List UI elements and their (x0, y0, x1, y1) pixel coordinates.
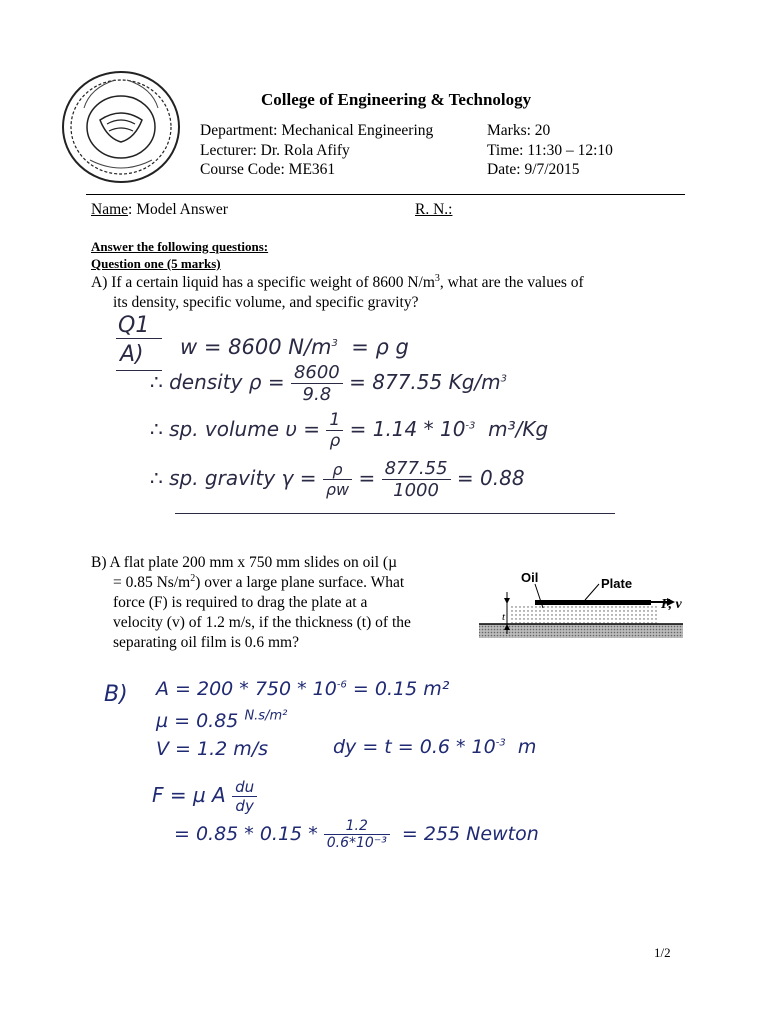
b-line2: µ = 0.85 (156, 710, 239, 732)
oil-film (511, 604, 657, 624)
b-line3: V = 1.2 m/s (156, 738, 269, 760)
part-b-text-line5: separating oil film is 0.6 mm? (113, 634, 299, 651)
part-a-text-line1 (91, 273, 584, 293)
b-line5-num: 1.2 (324, 818, 390, 835)
part-a-sup: 3 (434, 272, 440, 284)
a-line1-lhs: w = 8600 N/m (180, 335, 332, 359)
a-line3-lhs: ∴ sp. volume υ = (150, 417, 321, 441)
part-b-text-2-end: ) over a large plane surface. What (195, 574, 405, 591)
part-a-text-1: A) If a certain liquid has a specific weight of 8600 N/m (91, 274, 435, 291)
b-line3-sup: -3 (495, 737, 506, 749)
answer-b-line4 (152, 778, 257, 815)
part-b-sup: 2 (190, 572, 196, 584)
registration-number-label: R. N.: (415, 201, 453, 218)
answer-b-line1 (156, 678, 449, 700)
part-a-text-1-end: , what are the values of (439, 274, 584, 291)
a-line2-rhs: = 877.55 Kg/m (349, 370, 501, 394)
b-line1-rhs: = 0.15 m² (352, 678, 450, 700)
a-line4-den2: 1000 (393, 480, 439, 501)
a-line3-unit: m³/Kg (488, 417, 549, 441)
name-value: : Model Answer (128, 201, 228, 218)
answer-a-line2 (150, 362, 507, 405)
q1-underline (116, 338, 162, 339)
b-line4-den: dy (235, 797, 254, 815)
b-line3-rhs: dy = t = 0.6 * 10 (333, 736, 496, 758)
part-b-text-line4: velocity (v) of 1.2 m/s, if the thickness (t) of the (113, 614, 411, 631)
a-line4-lhs: ∴ sp. gravity γ = (150, 466, 317, 490)
b-line4: F = µ A (152, 783, 226, 807)
plate-label: Plate (601, 576, 633, 591)
a-line2-fraction (291, 362, 343, 405)
b-line5-fraction (324, 818, 390, 851)
a-line4-den1: ρw (325, 480, 350, 499)
a-line1-rhs: = ρ g (351, 335, 409, 359)
a-line4-rhs: = 0.88 (456, 466, 525, 490)
a-line4-num1: ρ (323, 460, 352, 480)
a-line1-sup: 3 (331, 338, 338, 349)
date-line: Date: 9/7/2015 (487, 161, 580, 178)
b-line4-num: du (232, 778, 257, 797)
answer-b-line2 (156, 710, 287, 732)
a-line4-num2: 877.55 (382, 458, 451, 480)
answer-b-line5 (174, 818, 539, 851)
part-b-text-line3: force (F) is required to drag the plate at a (113, 594, 368, 611)
answer-label-b: B) (104, 682, 128, 707)
plate (535, 600, 651, 605)
answer-b-line3-thickness (333, 736, 536, 758)
page-number: 1/2 (654, 945, 671, 960)
b-line3-unit: m (517, 736, 537, 758)
thickness-label: t (501, 611, 505, 623)
a-line3-fraction (326, 410, 343, 451)
force-label: F, v (661, 597, 682, 612)
part-b-text-line2 (113, 573, 404, 593)
b-line5-den: 0.6*10⁻³ (326, 835, 387, 851)
part-a-answer-underline (175, 513, 615, 514)
question-one-heading: Question one (5 marks) (91, 256, 221, 271)
b-line1: A = 200 * 750 * 10 (156, 678, 337, 700)
header-divider (86, 194, 685, 195)
answer-label-a: A) (120, 342, 144, 367)
a-line4-eq: = (358, 466, 376, 490)
part-b-text-2: = 0.85 Ns/m (113, 574, 191, 591)
a-line2-sup: 3 (500, 373, 507, 385)
answer-b-line3 (156, 738, 268, 760)
ground-surface (479, 624, 683, 638)
college-title: College of Engineering & Technology (261, 90, 532, 109)
a-line3-rhs: = 1.14 * 10 (349, 417, 466, 441)
b-line5: = 0.85 * 0.15 * (174, 823, 318, 845)
answer-a-line3 (150, 410, 548, 451)
b-line4-fraction (232, 778, 257, 815)
a-line3-den: ρ (329, 431, 341, 451)
marks-line: Marks: 20 (487, 122, 551, 139)
a-line4-fraction2 (382, 458, 451, 501)
university-seal-logo (60, 68, 182, 186)
course-code-line: Course Code: ME361 (200, 161, 336, 178)
a-line2-den: 9.8 (302, 384, 332, 405)
b-line5-rhs: = 255 Newton (401, 823, 539, 845)
department-line: Department: Mechanical Engineering (200, 122, 434, 139)
b-line1-sup: -6 (336, 679, 347, 691)
instructions: Answer the following questions: (91, 239, 269, 254)
answer-a-line4 (150, 458, 525, 501)
answer-a-line1 (180, 335, 409, 359)
part-b-text-line1: B) A flat plate 200 mm x 750 mm slides on oil (µ (91, 554, 397, 571)
a-line4-fraction1 (323, 460, 352, 499)
time-line: Time: 11:30 – 12:10 (487, 142, 613, 159)
lecturer-line: Lecturer: Dr. Rola Afify (200, 142, 350, 159)
answer-label-q1: Q1 (118, 313, 150, 338)
a-line3-sup: -3 (465, 420, 476, 432)
oil-label: Oil (521, 570, 539, 585)
a-line3-num: 1 (326, 410, 343, 431)
b-line2-unit: N.s/m² (244, 708, 288, 724)
name-label: Name (91, 201, 129, 218)
part-a-text-line2: its density, specific volume, and specific gravity? (113, 294, 419, 311)
oil-plate-diagram (475, 562, 687, 644)
a-line2-num: 8600 (291, 362, 343, 384)
a-line2-lhs: ∴ density ρ = (150, 370, 285, 394)
student-name (91, 201, 228, 219)
